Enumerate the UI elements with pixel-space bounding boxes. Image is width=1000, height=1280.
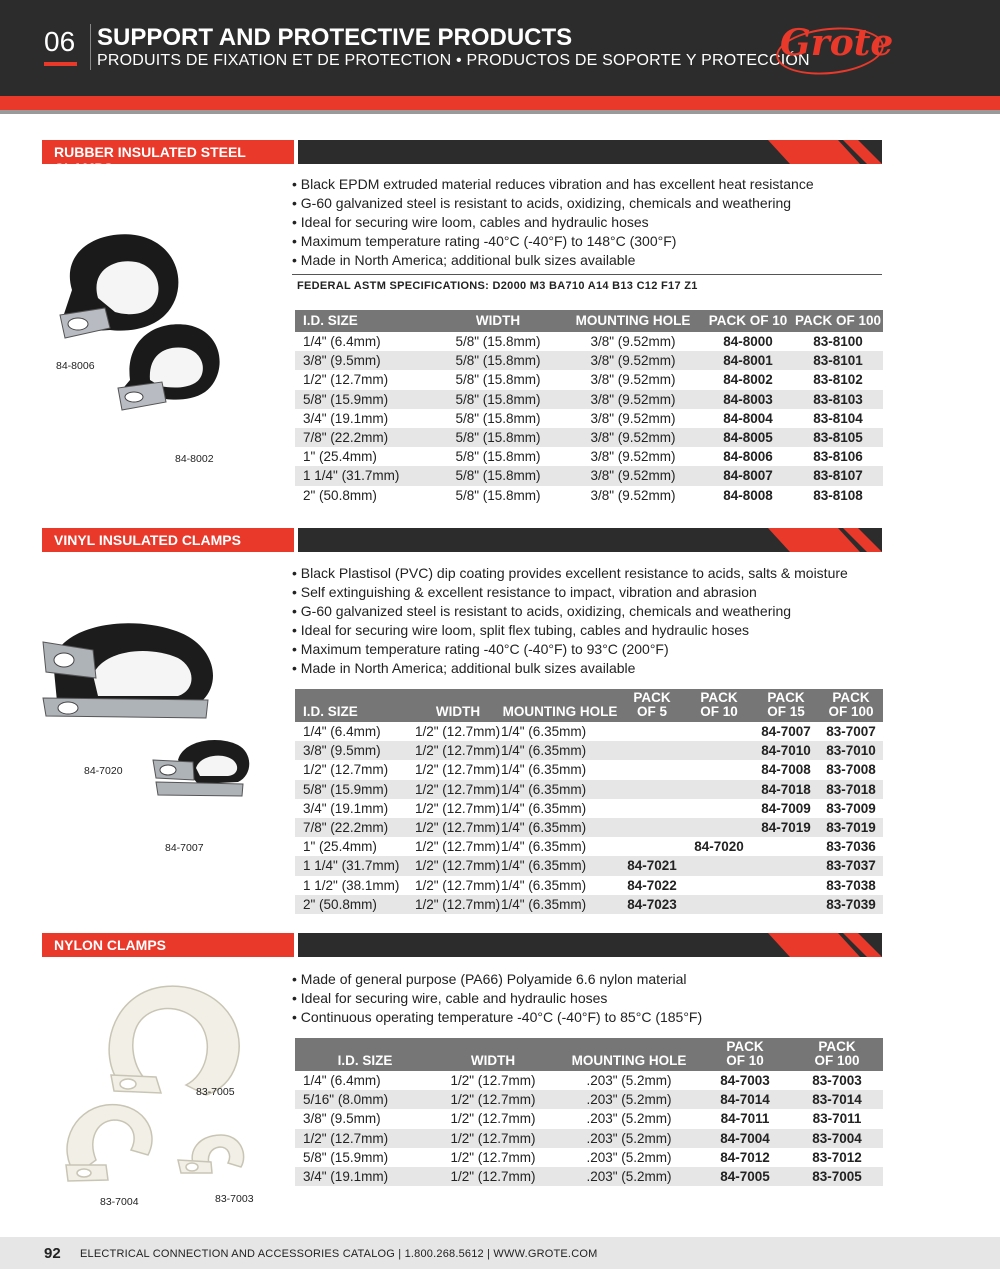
table-cell: 5/8" (15.8mm)	[455, 449, 541, 465]
col-header-line: PACK	[818, 1039, 856, 1054]
table-cell: 1" (25.4mm)	[303, 839, 377, 855]
col-header-line: PACK	[700, 690, 738, 705]
table-cell: 84-7014	[699, 1090, 791, 1109]
section-label-rubber: RUBBER INSULATED STEEL CLAMPS	[42, 140, 294, 164]
table-row	[295, 760, 883, 779]
table-cell: .203" (5.2mm)	[586, 1111, 672, 1127]
table-row	[295, 390, 883, 409]
col-header: PACK OF 10	[703, 310, 793, 332]
table-cell: 3/8" (9.52mm)	[563, 428, 703, 447]
table-cell: 83-8101	[793, 351, 883, 370]
table-cell: 1/2" (12.7mm)	[415, 724, 501, 740]
table-row	[295, 466, 883, 485]
table-cell: 7/8" (22.2mm)	[295, 818, 415, 837]
table-cell: 84-7019	[753, 818, 819, 837]
table-row	[295, 1071, 883, 1090]
table-row	[295, 370, 883, 389]
table-cell: 1/4" (6.35mm)	[501, 895, 619, 914]
vinyl-clamp-photo	[38, 600, 278, 840]
col-header	[427, 1038, 559, 1071]
table-cell: 83-7038	[826, 877, 876, 893]
section-label-nylon: NYLON CLAMPS	[42, 933, 294, 957]
table-cell: 3/8" (9.52mm)	[590, 334, 676, 350]
col-header	[415, 689, 501, 722]
table-cell: 3/4" (19.1mm)	[295, 1167, 427, 1186]
table-cell: 1/2" (12.7mm)	[415, 895, 501, 914]
table-cell: 84-8007	[703, 466, 793, 485]
col-header	[295, 689, 415, 722]
table-cell: 1/4" (6.4mm)	[303, 724, 381, 740]
divider	[292, 274, 882, 275]
table-cell: 83-8106	[813, 449, 863, 465]
table-cell: 1/4" (6.35mm)	[501, 780, 619, 799]
table-cell: .203" (5.2mm)	[586, 1149, 672, 1165]
table-cell: 1/2" (12.7mm)	[427, 1090, 559, 1109]
col-header: MOUNTING HOLE	[563, 310, 703, 332]
table-cell: 1/2" (12.7mm)	[415, 800, 501, 816]
rubber-table	[295, 310, 883, 505]
table-row	[295, 486, 883, 505]
vinyl-clamp-large	[43, 623, 213, 718]
rubber-features	[292, 175, 814, 270]
table-cell: 83-7004	[791, 1129, 883, 1148]
table-row	[295, 428, 883, 447]
table-row	[295, 409, 883, 428]
table-cell: 83-7009	[826, 800, 876, 816]
col-header-line: I.D. SIZE	[337, 1053, 393, 1068]
table-cell: .203" (5.2mm)	[559, 1090, 699, 1109]
col-header-line: OF 10	[700, 704, 738, 719]
table-cell: 84-7003	[720, 1073, 770, 1089]
table-cell: 83-7003	[812, 1073, 862, 1089]
table-row	[295, 1167, 883, 1186]
bullet: • Continuous operating temperature -40°C (-40°F) to 85°C (185°F)	[292, 1009, 703, 1025]
table-cell: 5/8" (15.8mm)	[433, 390, 563, 409]
table-cell: 84-7010	[753, 741, 819, 760]
table-cell	[685, 818, 753, 837]
table-row	[295, 447, 883, 466]
table-cell: 84-8008	[723, 487, 773, 503]
col-header: PACK OF 100	[793, 310, 883, 332]
header-separator	[90, 24, 91, 70]
table-cell	[685, 741, 753, 760]
chapter-number: 06	[44, 26, 76, 57]
table-cell: 1/2" (12.7mm)	[415, 762, 501, 778]
table-cell: 84-8004	[723, 410, 773, 426]
table-cell: 3/8" (9.52mm)	[590, 449, 676, 465]
table-cell: 3/8" (9.5mm)	[303, 1111, 381, 1127]
col-header-line: OF 100	[828, 704, 874, 719]
col-header	[501, 689, 619, 722]
table-cell: 84-8005	[703, 428, 793, 447]
table-cell	[685, 722, 753, 741]
table-cell: 1/2" (12.7mm)	[415, 741, 501, 760]
table-cell: 84-7022	[627, 877, 677, 893]
col-header-line: OF 10	[726, 1053, 764, 1068]
bullet: • Made of general purpose (PA66) Polyamide 6.6 nylon material	[292, 971, 687, 987]
table-cell: 1/2" (12.7mm)	[415, 856, 501, 875]
table-row	[295, 1148, 883, 1167]
col-header-line: OF 5	[636, 704, 667, 719]
page-title: SUPPORT AND PROTECTIVE PRODUCTS	[97, 24, 573, 51]
table-cell: 3/8" (9.52mm)	[563, 390, 703, 409]
col-header	[699, 1038, 791, 1071]
table-cell: 84-7023	[619, 895, 685, 914]
table-cell	[685, 760, 753, 779]
bullet: • G-60 galvanized steel is resistant to acids, oxidizing, chemicals and weathering	[292, 603, 792, 619]
vinyl-features	[292, 564, 848, 678]
col-header	[559, 1038, 699, 1071]
table-row	[295, 351, 883, 370]
vinyl-table	[295, 689, 883, 914]
table-cell: 83-7037	[819, 856, 883, 875]
table-cell	[753, 837, 819, 856]
bullet: • Ideal for securing wire loom, cables and hydraulic hoses	[292, 214, 649, 230]
table-cell: 1/4" (6.35mm)	[501, 856, 619, 875]
col-header	[685, 689, 753, 722]
col-header-line: WIDTH	[470, 1053, 516, 1068]
page-number: 92	[44, 1245, 61, 1262]
table-cell: 5/8" (15.8mm)	[433, 466, 563, 485]
section-label-vinyl: VINYL INSULATED CLAMPS	[42, 528, 294, 552]
table-cell: 5/8" (15.8mm)	[455, 372, 541, 388]
vinyl-clamp-small	[153, 740, 249, 796]
bullet: • Self extinguishing & excellent resistance to impact, vibration and abrasion	[292, 584, 757, 600]
table-cell: 83-7019	[819, 818, 883, 837]
table-cell: 84-7018	[753, 780, 819, 799]
table-cell: 83-8105	[793, 428, 883, 447]
table-cell	[619, 741, 685, 760]
table-cell: 83-8102	[813, 372, 863, 388]
table-cell: 1/2" (12.7mm)	[303, 762, 389, 778]
table-cell: 1/2" (12.7mm)	[415, 839, 501, 855]
image-caption: 83-7005	[196, 1086, 235, 1098]
table-cell: 5/8" (15.8mm)	[455, 334, 541, 350]
nylon-table	[295, 1038, 883, 1186]
table-cell	[619, 799, 685, 818]
image-caption: 83-7004	[100, 1196, 139, 1208]
table-cell	[619, 760, 685, 779]
header-divider	[0, 110, 1000, 114]
table-cell: .203" (5.2mm)	[559, 1129, 699, 1148]
table-cell: 84-7012	[720, 1149, 770, 1165]
table-cell: 5/8" (15.9mm)	[295, 390, 433, 409]
table-cell: 1/2" (12.7mm)	[303, 372, 389, 388]
table-cell: 1/4" (6.4mm)	[303, 1073, 381, 1089]
nylon-clamp-small	[178, 1135, 244, 1173]
table-cell: 84-7004	[699, 1129, 791, 1148]
rubber-clamp-large	[60, 234, 178, 338]
table-cell: 3/8" (9.52mm)	[590, 372, 676, 388]
table-cell: 84-7007	[761, 724, 811, 740]
table-cell: 5/8" (15.8mm)	[433, 351, 563, 370]
table-row	[295, 332, 883, 351]
image-caption: 84-7020	[84, 765, 123, 777]
table-cell: 83-7018	[819, 780, 883, 799]
table-row	[295, 818, 883, 837]
bullet: • Made in North America; additional bulk sizes available	[292, 660, 636, 676]
table-cell: 1" (25.4mm)	[303, 449, 377, 465]
bullet: • Maximum temperature rating -40°C (-40°F) to 93°C (200°F)	[292, 641, 669, 657]
col-header-line: OF 100	[814, 1053, 860, 1068]
table-cell: 83-8107	[793, 466, 883, 485]
table-cell: 1/2" (12.7mm)	[415, 780, 501, 799]
table-cell: 1/2" (12.7mm)	[450, 1149, 536, 1165]
table-cell	[753, 876, 819, 895]
table-cell	[619, 780, 685, 799]
table-cell: 83-8108	[813, 487, 863, 503]
table-row	[295, 722, 883, 741]
bullet: • Black Plastisol (PVC) dip coating provides excellent resistance to acids, salts & moisture	[292, 565, 848, 581]
col-header-line: MOUNTING HOLE	[571, 1053, 687, 1068]
col-header-line: OF 15	[767, 704, 805, 719]
table-cell: .203" (5.2mm)	[559, 1167, 699, 1186]
table-cell: 5/16" (8.0mm)	[295, 1090, 427, 1109]
bullet: • Ideal for securing wire, cable and hydraulic hoses	[292, 990, 608, 1006]
col-header-line: PACK	[767, 690, 805, 705]
table-cell: 3/8" (9.5mm)	[295, 741, 415, 760]
table-cell: 83-7008	[826, 762, 876, 778]
table-cell: 1/4" (6.35mm)	[501, 741, 619, 760]
table-cell: 83-7007	[826, 724, 876, 740]
rubber-clamp-small	[118, 324, 220, 410]
bullet: • Made in North America; additional bulk sizes available	[292, 252, 636, 268]
table-cell: 3/8" (9.52mm)	[563, 351, 703, 370]
col-header: I.D. SIZE	[295, 310, 433, 332]
table-cell: 83-8104	[813, 410, 863, 426]
col-header	[619, 689, 685, 722]
table-cell	[619, 722, 685, 741]
page-subtitle: PRODUITS DE FIXATION ET DE PROTECTION • PRODUCTOS DE SOPORTE Y PROTECCIÓN	[97, 52, 810, 69]
table-cell: 1/4" (6.35mm)	[501, 839, 587, 855]
bullet: • Ideal for securing wire loom, split flex tubing, cables and hydraulic hoses	[292, 622, 750, 638]
table-cell: 1/4" (6.35mm)	[501, 724, 587, 740]
table-cell: 84-8001	[703, 351, 793, 370]
table-cell	[685, 895, 753, 914]
grote-logo: Grote	[780, 22, 894, 64]
col-header-line: WIDTH	[435, 704, 481, 719]
table-cell: 5/8" (15.9mm)	[295, 780, 415, 799]
table-cell: 1/4" (6.35mm)	[501, 762, 587, 778]
chapter-underline	[44, 62, 77, 66]
section-band	[298, 528, 882, 552]
table-row	[295, 799, 883, 818]
table-row	[295, 837, 883, 856]
table-cell: 84-7005	[699, 1167, 791, 1186]
table-cell: 7/8" (22.2mm)	[295, 428, 433, 447]
table-cell: 3/8" (9.5mm)	[295, 351, 433, 370]
table-cell: 83-7012	[812, 1149, 862, 1165]
table-cell: 84-7021	[619, 856, 685, 875]
section-band	[298, 140, 882, 164]
table-cell: 84-7020	[694, 839, 744, 855]
bullet: • Maximum temperature rating -40°C (-40°F) to 148°C (300°F)	[292, 233, 677, 249]
table-cell: 1/4" (6.4mm)	[303, 334, 381, 350]
section-band	[298, 933, 882, 957]
footer-text: ELECTRICAL CONNECTION AND ACCESSORIES CATALOG | 1.800.268.5612 | WWW.GROTE.COM	[80, 1248, 598, 1260]
table-row	[295, 741, 883, 760]
table-cell: 1/4" (6.35mm)	[501, 818, 619, 837]
col-header-line: I.D. SIZE	[303, 704, 358, 719]
table-cell	[619, 818, 685, 837]
nylon-clamp-large	[109, 986, 239, 1095]
table-cell: 2" (50.8mm)	[295, 895, 415, 914]
table-cell: 5/8" (15.8mm)	[433, 428, 563, 447]
table-cell: 83-7014	[791, 1090, 883, 1109]
table-cell: 83-7010	[819, 741, 883, 760]
table-cell: 83-7036	[826, 839, 876, 855]
table-row	[295, 1109, 883, 1128]
table-row	[295, 856, 883, 875]
col-header-line: PACK	[832, 690, 870, 705]
table-cell	[753, 895, 819, 914]
table-cell: 1/2" (12.7mm)	[427, 1167, 559, 1186]
image-caption: 83-7003	[215, 1193, 254, 1205]
table-cell: 83-7039	[819, 895, 883, 914]
table-cell	[685, 876, 753, 895]
table-cell: 1/4" (6.35mm)	[501, 800, 587, 816]
table-cell: 3/8" (9.52mm)	[590, 410, 676, 426]
image-caption: 84-8002	[175, 453, 214, 465]
table-cell: 1 1/2" (38.1mm)	[303, 877, 400, 893]
bullet: • Black EPDM extruded material reduces vibration and has excellent heat resistance	[292, 176, 814, 192]
table-cell: 84-8002	[723, 372, 773, 388]
table-cell: 1 1/4" (31.7mm)	[295, 856, 415, 875]
table-cell: 5/8" (15.8mm)	[455, 410, 541, 426]
table-cell: 1/2" (12.7mm)	[450, 1073, 536, 1089]
table-cell: 84-8000	[723, 334, 773, 350]
table-cell: 3/4" (19.1mm)	[303, 800, 389, 816]
header-accent-stripe	[0, 96, 1000, 110]
col-header: WIDTH	[433, 310, 563, 332]
table-cell: 83-7005	[791, 1167, 883, 1186]
table-cell: 1/2" (12.7mm)	[415, 877, 501, 893]
table-cell: 1/2" (12.7mm)	[295, 1129, 427, 1148]
table-cell: 5/8" (15.9mm)	[303, 1149, 389, 1165]
col-header	[791, 1038, 883, 1071]
table-cell: 3/4" (19.1mm)	[303, 410, 389, 426]
table-cell	[685, 799, 753, 818]
table-cell: 1 1/4" (31.7mm)	[295, 466, 433, 485]
image-caption: 84-8006	[56, 360, 95, 372]
table-cell	[619, 837, 685, 856]
nylon-clamp-photo	[36, 965, 276, 1220]
table-cell: 84-8006	[723, 449, 773, 465]
table-cell: 84-7008	[761, 762, 811, 778]
astm-spec: FEDERAL ASTM SPECIFICATIONS: D2000 M3 BA710 A14 B13 C12 F17 Z1	[297, 280, 698, 292]
col-header	[753, 689, 819, 722]
table-cell: 84-7011	[720, 1111, 770, 1127]
nylon-clamp-medium	[66, 1105, 152, 1181]
table-cell: 83-8100	[813, 334, 863, 350]
table-cell: 1/2" (12.7mm)	[427, 1129, 559, 1148]
col-header	[819, 689, 883, 722]
nylon-features	[292, 970, 702, 1027]
table-cell: 5/8" (15.8mm)	[455, 487, 541, 503]
table-cell: 84-8003	[703, 390, 793, 409]
image-caption: 84-7007	[165, 842, 204, 854]
table-cell	[685, 856, 753, 875]
table-cell: 83-8103	[793, 390, 883, 409]
table-cell: 1/2" (12.7mm)	[415, 818, 501, 837]
col-header-line: PACK	[633, 690, 671, 705]
table-cell: 1/2" (12.7mm)	[450, 1111, 536, 1127]
rubber-clamp-photo	[40, 220, 280, 470]
table-cell: 3/8" (9.52mm)	[563, 466, 703, 485]
table-row	[295, 1129, 883, 1148]
table-row	[295, 876, 883, 895]
table-row	[295, 780, 883, 799]
table-cell	[685, 780, 753, 799]
table-cell: 3/8" (9.52mm)	[590, 487, 676, 503]
table-cell: 2" (50.8mm)	[303, 487, 377, 503]
table-cell: .203" (5.2mm)	[586, 1073, 672, 1089]
table-cell: 83-7011	[812, 1111, 862, 1127]
col-header-line: PACK	[726, 1039, 764, 1054]
table-row	[295, 895, 883, 914]
bullet: • G-60 galvanized steel is resistant to acids, oxidizing, chemicals and weathering	[292, 195, 792, 211]
table-cell	[753, 856, 819, 875]
table-cell: 1/4" (6.35mm)	[501, 877, 587, 893]
col-header	[295, 1038, 427, 1071]
col-header-line: MOUNTING HOLE	[502, 704, 618, 719]
table-cell: 84-7009	[761, 800, 811, 816]
table-row	[295, 1090, 883, 1109]
